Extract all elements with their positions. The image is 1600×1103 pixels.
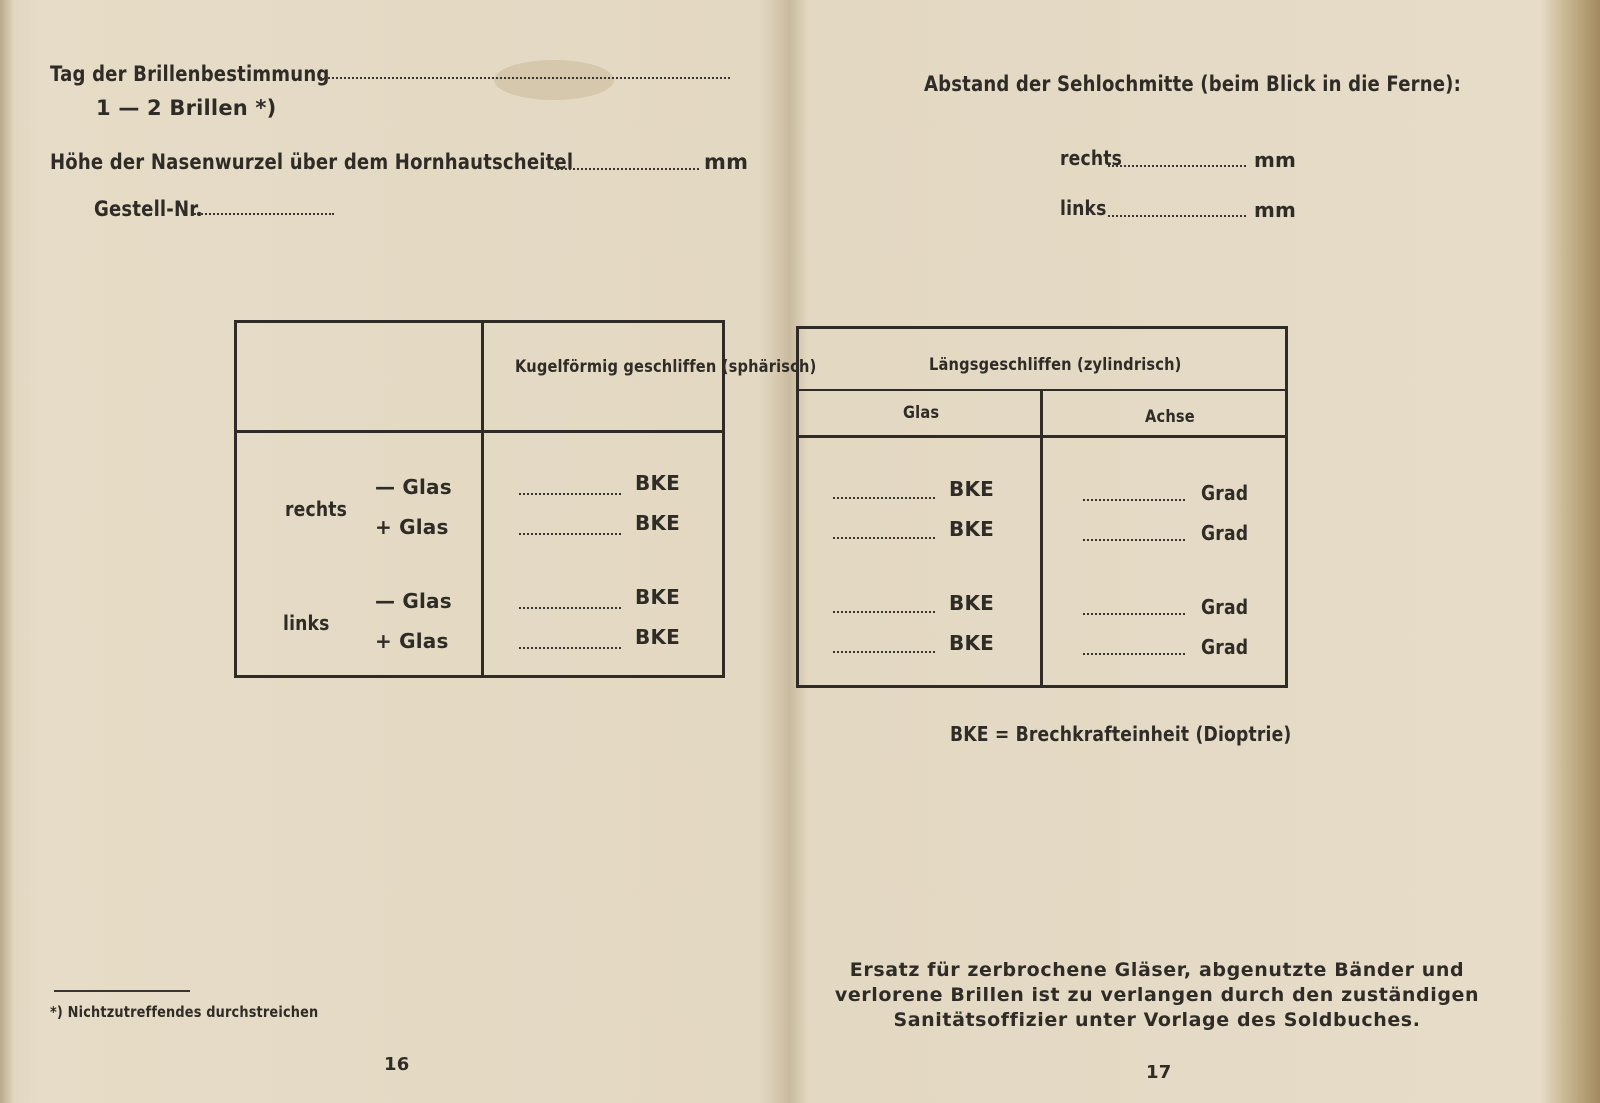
column-achse: Achse: [1145, 407, 1195, 427]
value-fill-line[interactable]: [833, 497, 935, 499]
glass-label: — Glas: [375, 589, 452, 613]
hoehe-fill-line[interactable]: [554, 168, 699, 170]
paper-stain: [494, 60, 614, 100]
cylindrical-table: [796, 326, 1288, 688]
grad-unit: Grad: [1201, 635, 1249, 659]
value-fill-line[interactable]: [833, 537, 935, 539]
hoehe-label: Höhe der Nasenwurzel über dem Hornhautscheitel: [50, 150, 574, 174]
side-label-links: links: [283, 611, 330, 635]
bke-unit: BKE: [635, 511, 681, 535]
value-fill-line[interactable]: [833, 611, 935, 613]
page-number-right: 17: [1146, 1062, 1172, 1083]
brillen-label: 1 — 2 Brillen *): [96, 96, 277, 120]
value-fill-line[interactable]: [519, 607, 621, 609]
right-page: [792, 0, 1562, 1103]
bke-unit: BKE: [949, 631, 995, 655]
footnote-rule: [54, 990, 190, 992]
spherical-header: Kugelförmig geschliffen (sphärisch): [515, 357, 817, 377]
value-fill-line[interactable]: [1083, 499, 1185, 501]
value-fill-line[interactable]: [1083, 653, 1185, 655]
bke-unit: BKE: [635, 625, 681, 649]
cylindrical-header: Längsgeschliffen (zylindrisch): [929, 355, 1182, 375]
value-fill-line[interactable]: [519, 533, 621, 535]
ersatz-notice: Ersatz für zerbrochene Gläser, abgenutzte Bänder und verlorene Brillen ist zu verlangen durch den zuständigen Sanitätsoffizier unter Vorlage des Soldbuches.: [834, 959, 1480, 1031]
grad-unit: Grad: [1201, 521, 1249, 545]
bke-definition: BKE = Brechkrafteinheit (Dioptrie): [950, 722, 1292, 746]
bke-unit: BKE: [635, 471, 681, 495]
glass-label: + Glas: [375, 515, 449, 539]
rechts-fill-line[interactable]: [1108, 165, 1246, 167]
title-fill-line[interactable]: [320, 77, 730, 79]
bke-unit: BKE: [949, 517, 995, 541]
spherical-table: [234, 320, 817, 678]
rechts-label: rechts: [1060, 146, 1123, 170]
abstand-label: Abstand der Sehlochmitte (beim Blick in die Ferne):: [924, 72, 1461, 96]
page-number-left: 16: [384, 1054, 410, 1075]
rechts-unit: mm: [1254, 148, 1297, 172]
glass-label: — Glas: [375, 475, 452, 499]
value-fill-line[interactable]: [519, 647, 621, 649]
side-label-rechts: rechts: [285, 497, 348, 521]
value-fill-line[interactable]: [519, 493, 621, 495]
grad-unit: Grad: [1201, 481, 1249, 505]
gestell-label: Gestell-Nr.: [94, 197, 203, 221]
links-label: links: [1060, 196, 1107, 220]
bke-unit: BKE: [949, 591, 995, 615]
glass-label: + Glas: [375, 629, 449, 653]
value-fill-line[interactable]: [833, 651, 935, 653]
column-glas: Glas: [903, 403, 940, 423]
value-fill-line[interactable]: [1083, 613, 1185, 615]
footnote: *) Nichtzutreffendes durchstreichen: [50, 1003, 319, 1021]
bke-unit: BKE: [635, 585, 681, 609]
value-fill-line[interactable]: [1083, 539, 1185, 541]
bke-unit: BKE: [949, 477, 995, 501]
links-fill-line[interactable]: [1108, 215, 1246, 217]
faded-stamp: [1343, 395, 1352, 429]
grad-unit: Grad: [1201, 595, 1249, 619]
hoehe-unit: mm: [704, 150, 749, 174]
gestell-fill-line[interactable]: [194, 213, 334, 215]
links-unit: mm: [1254, 198, 1297, 222]
left-page: [14, 0, 817, 1103]
title-label: Tag der Brillenbestimmung: [50, 62, 330, 86]
